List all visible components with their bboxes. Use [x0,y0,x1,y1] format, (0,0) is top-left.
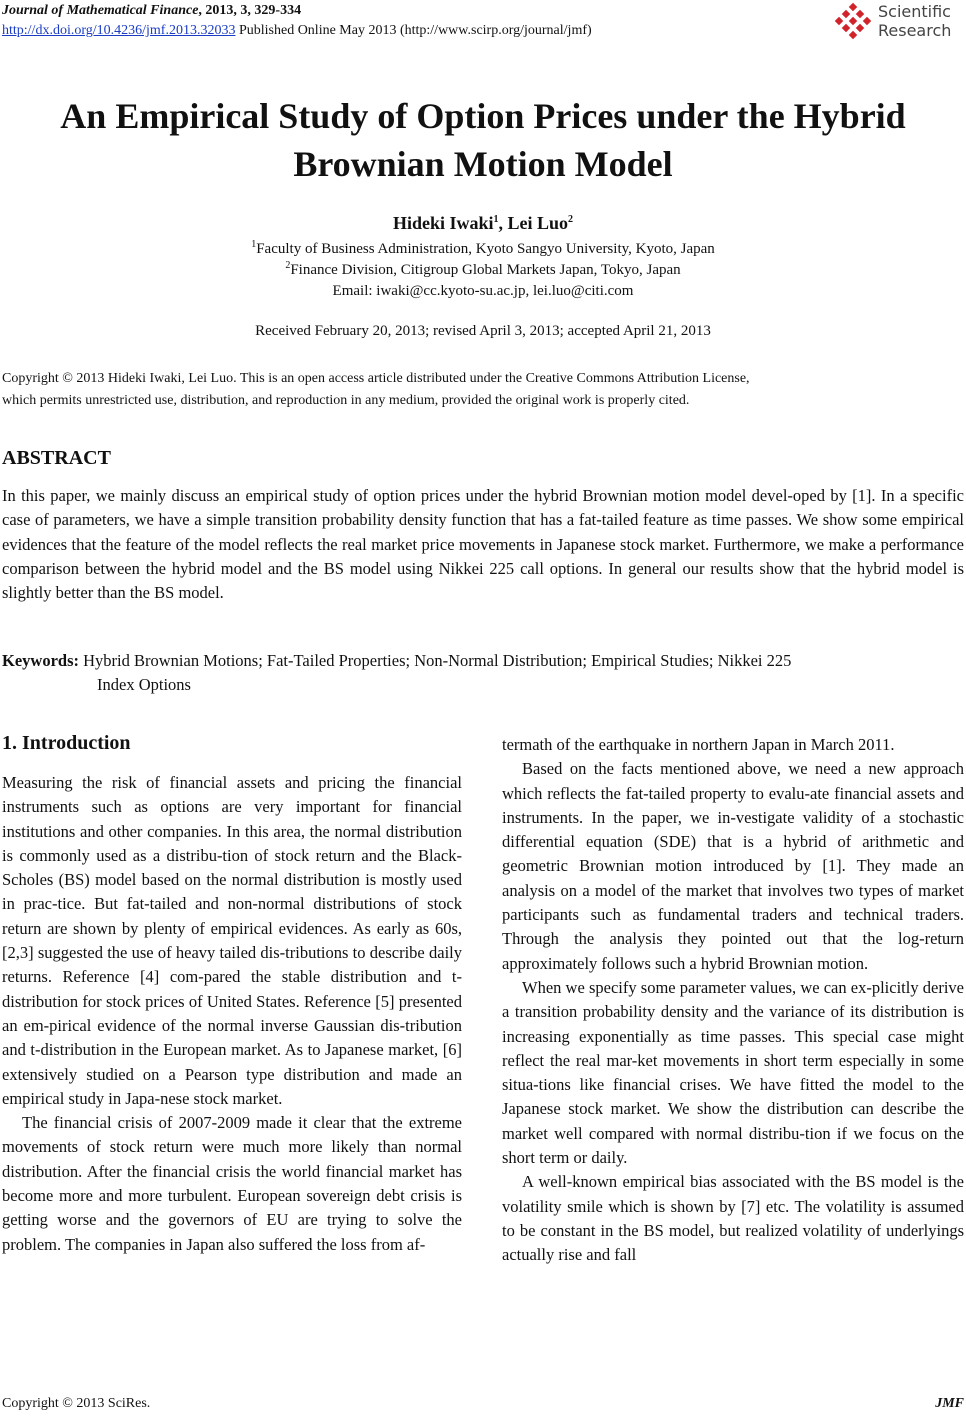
copyright-notice [2,368,964,412]
author-separator: , [498,213,508,233]
logo-diamond-icon [834,2,874,42]
affiliation-2 [0,260,966,280]
intro-paragraph-continued: termath of the earthquake in northern Japan in March 2011. [502,735,895,754]
keywords-label: Keywords: [2,651,79,670]
left-column [2,771,462,1257]
intro-paragraph-2: The financial crisis of 2007-2009 made it clear that the extreme movements of stock return were much more likely than normal distribution. After the financial crisis the world financial market has become more and more turbulent. European sovereign debt crisis is getting worse and the governors of EU are trying to solve the problem. The companies in Japan also suffered the loss from af- [2,1113,462,1254]
copyright-line-2: which permits unrestricted use, distribution, and reproduction in any medium, provided the original work is properly cited. [2,393,690,408]
right-column [502,733,964,1268]
intro-paragraph-4: When we specify some parameter values, we can ex-plicitly derive a transition probability density and the variance of its distribution is increasing exponentially as time passes. This special case might reflect the real mar-ket movements in short term especially in some situa-tions like financial crises. We have fitted the model to the Japanese stock market. We show the distribution can describe the market well compared with normal distribu-tion if we focus on the short term or daily. [502,977,964,1168]
email-line: Email: iwaki@cc.kyoto-su.ac.jp, lei.luo@citi.com [332,283,634,299]
keywords-line-2: Index Options [97,675,191,695]
keywords [2,649,964,698]
aff1-sup: 1 [251,239,257,250]
footer-copyright: Copyright © 2013 SciRes. [2,1396,151,1411]
intro-paragraph-1: Measuring the risk of financial assets and pricing the financial instruments such as options are very important for financial institutions and other companies. In this area, the normal distribution is commonly used as a distribu-tion of stock return and the Black-Scholes (BS) model based on the normal distribution is mostly used in prac-tice. But fat-tailed and non-normal distributions of stock return are shown by plenty of empirical evidences. As early as 60s, [2,3] suggested the use of heavy tailed dis-tributions to describe daily returns. Reference [4] com-pared the stable distribution and t-distribution for stock prices of United States. Reference [5] presented an em-pirical evidence of the normal inverse Gaussian dis-tribution and t-distribution in the European market. As to Japanese market, [6] extensively studied on a Pearson type distribution and made an empirical study in Japa-nese stock market. [2,773,462,1108]
paper-title [0,92,966,188]
title-line-1: An Empirical Study of Option Prices under the Hybrid [60,96,906,136]
authors [0,213,966,234]
aff2-text: Finance Division, Citigroup Global Markets Japan, Tokyo, Japan [290,262,681,278]
author-1-sup: 1 [493,214,499,225]
received-dates: Received February 20, 2013; revised April 3, 2013; accepted April 21, 2013 [255,323,711,339]
aff2-sup: 2 [285,260,291,271]
journal-volume: , 2013, 3, 329-334 [198,3,302,18]
author-1: Hideki Iwaki [392,213,494,233]
abstract-heading: ABSTRACT [2,447,111,469]
journal-header [2,1,592,41]
author-2-sup: 2 [568,214,574,225]
journal-name: Journal of Mathematical Finance [2,3,199,18]
page-footer [2,1396,964,1412]
abstract-text: In this paper, we mainly discuss an empirical study of option prices under the hybrid Brownian motion model devel-oped by [1]. In a specific case of parameters, we have a simple transition probability density function that has a fat-tailed feature as time passes. We show some empirical evidences that the feature of the model reflects the real market price movements in Japanese stock market. Furthermore, we make a performance comparison between the hybrid model and the BS model using Nikkei 225 call options. In general our results show that the hybrid model is slightly better than the BS model. [2,486,964,603]
logo-line-1: Scientific [878,2,951,21]
intro-paragraph-3: Based on the facts mentioned above, we need a new approach which reflects the fat-tailed property to evalu-ate financial assets and instruments. In the paper, we in-vestigate validity of a stochastic differential equation (SDE) that is a hybrid of arithmetic and geometric Brownian motion introduced by [1]. They made an analysis on a model of the market that involves two types of market participants such as fundamental traders and technical traders. Through the analysis they pointed out that the log-return approximately follows such a hybrid Brownian motion. [502,759,964,973]
logo-line-2: Research [878,21,952,40]
affiliation-1 [0,239,966,259]
aff1-text: Faculty of Business Administration, Kyoto Sangyo University, Kyoto, Japan [256,241,715,257]
introduction-heading: 1. Introduction [2,732,131,754]
intro-paragraph-5: A well-known empirical bias associated with the BS model is the volatility smile which is shown by [7] etc. The volatility is assumed to be constant in the BS model, but realized volatility of underlyings actually rise and fall [502,1172,964,1265]
keywords-line-1: Hybrid Brownian Motions; Fat-Tailed Properties; Non-Normal Distribution; Empirical Studies; Nikkei 225 [83,651,792,670]
published-info: Published Online May 2013 (http://www.scirp.org/journal/jmf) [235,23,592,38]
title-line-2: Brownian Motion Model [293,144,673,184]
footer-journal-abbr: JMF [935,1396,964,1411]
doi-link[interactable]: http://dx.doi.org/10.4236/jmf.2013.32033 [2,23,236,38]
scientific-research-logo [834,2,964,42]
copyright-line-1: Copyright © 2013 Hideki Iwaki, Lei Luo. This is an open access article distributed under the Creative Commons Attribution License, [2,371,750,386]
author-2: Lei Luo [507,213,569,233]
